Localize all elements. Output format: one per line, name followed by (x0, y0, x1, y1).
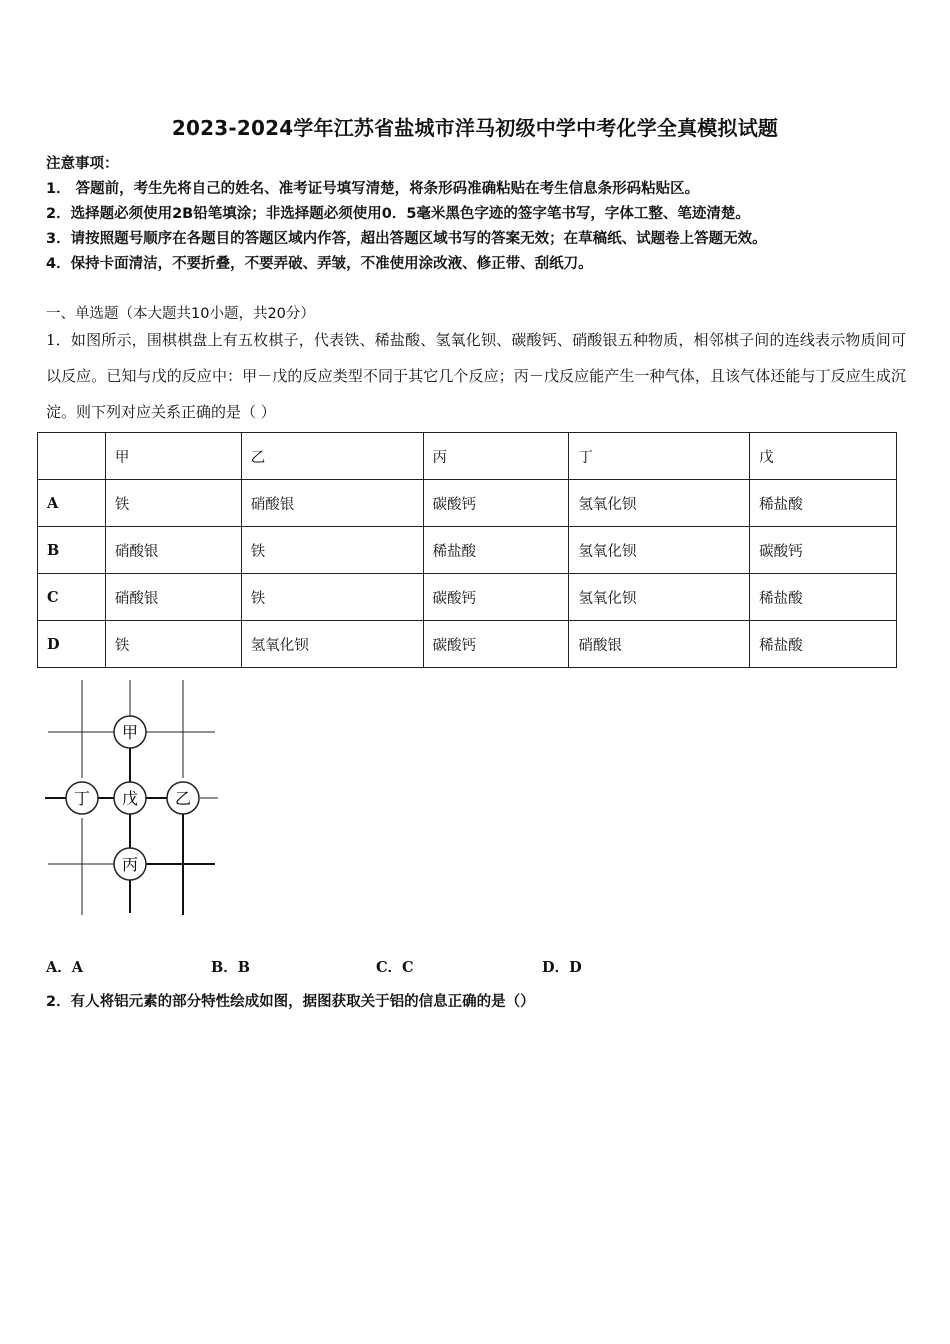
table-cell: 硝酸银 (241, 480, 423, 527)
piece-label-jia: 甲 (121, 723, 139, 742)
option-d[interactable]: D．D (542, 959, 582, 976)
go-piece-wu (114, 782, 146, 814)
go-piece-yi (167, 782, 199, 814)
notice-heading: 注意事项： (46, 156, 119, 172)
table-cell: 氢氧化钡 (241, 621, 423, 668)
header-cell-jia: 甲 (105, 433, 241, 480)
row-label: A (38, 480, 106, 527)
table-row (38, 621, 897, 668)
table-row (38, 480, 897, 527)
table-cell: 硝酸银 (569, 621, 750, 668)
table-row (38, 527, 897, 574)
piece-label-ding: 丁 (73, 789, 91, 808)
header-cell-ding: 丁 (569, 433, 750, 480)
header-cell-yi: 乙 (241, 433, 423, 480)
go-piece-bing (114, 848, 146, 880)
notice-item-3: 3．请按照题号顺序在各题目的答题区域内作答，超出答题区域书写的答案无效；在草稿纸、试题卷上答题无效。 (46, 231, 767, 247)
table-cell: 氢氧化钡 (569, 527, 750, 574)
table-cell: 碳酸钙 (423, 621, 569, 668)
table-cell: 硝酸银 (105, 527, 241, 574)
go-piece-ding (66, 782, 98, 814)
table-cell: 稀盐酸 (750, 480, 897, 527)
notice-item-2: 2．选择题必须使用2B铅笔填涂；非选择题必须使用0．5毫米黑色字迹的签字笔书写，字体工整、笔迹清楚。 (46, 206, 750, 222)
question-1-text: 1．如图所示，围棋棋盘上有五枚棋子，代表铁、稀盐酸、氢氧化钡、碳酸钙、硝酸银五种物质，相邻棋子间的连线表示物质间可以反应。已知与戊的反应中：甲－戊的反应类型不同于其它几个反应；丙－戊反应能产生一种气体，且该气体还能与丁反应生成沉淀。则下列对应关系正确的是（ ） (46, 331, 906, 421)
question-2-text: 2．有人将铝元素的部分特性绘成如图，据图获取关于铝的信息正确的是（） (46, 994, 535, 1010)
row-label: C (38, 574, 106, 621)
table-cell: 铁 (105, 621, 241, 668)
piece-label-yi: 乙 (174, 789, 192, 808)
page-title: 2023-2024学年江苏省盐城市洋马初级中学中考化学全真模拟试题 (171, 116, 779, 140)
go-board-diagram (40, 680, 225, 920)
option-b[interactable]: B．B (211, 959, 251, 976)
notice-item-1: 1． 答题前，考生先将自己的姓名、准考证号填写清楚，将条形码准确粘贴在考生信息条形码粘贴区。 (46, 181, 700, 197)
piece-label-bing: 丙 (121, 855, 139, 874)
table-cell: 氢氧化钡 (569, 480, 750, 527)
go-piece-jia (114, 716, 146, 748)
section-heading: 一、单选题（本大题共10小题，共20分） (46, 306, 315, 322)
table-row (38, 574, 897, 621)
row-label: B (38, 527, 106, 574)
header-cell-blank (38, 433, 106, 480)
header-cell-wu: 戊 (750, 433, 897, 480)
notice-item-4: 4．保持卡面清洁，不要折叠，不要弄破、弄皱，不准使用涂改液、修正带、刮纸刀。 (46, 256, 593, 272)
table-cell: 氢氧化钡 (569, 574, 750, 621)
table-cell: 碳酸钙 (423, 574, 569, 621)
table-cell: 硝酸银 (105, 574, 241, 621)
table-cell: 铁 (241, 527, 423, 574)
table-cell: 铁 (105, 480, 241, 527)
answer-table (37, 432, 897, 668)
table-header-row (38, 433, 897, 480)
header-cell-bing: 丙 (423, 433, 569, 480)
table-cell: 稀盐酸 (423, 527, 569, 574)
table-cell: 稀盐酸 (750, 621, 897, 668)
option-c[interactable]: C．C (376, 959, 414, 976)
table-cell: 铁 (241, 574, 423, 621)
row-label: D (38, 621, 106, 668)
board-grid-bonds (45, 748, 215, 915)
piece-label-wu: 戊 (121, 789, 139, 808)
table-cell: 稀盐酸 (750, 574, 897, 621)
table-cell: 碳酸钙 (423, 480, 569, 527)
option-a[interactable]: A．A (46, 959, 84, 976)
table-cell: 碳酸钙 (750, 527, 897, 574)
